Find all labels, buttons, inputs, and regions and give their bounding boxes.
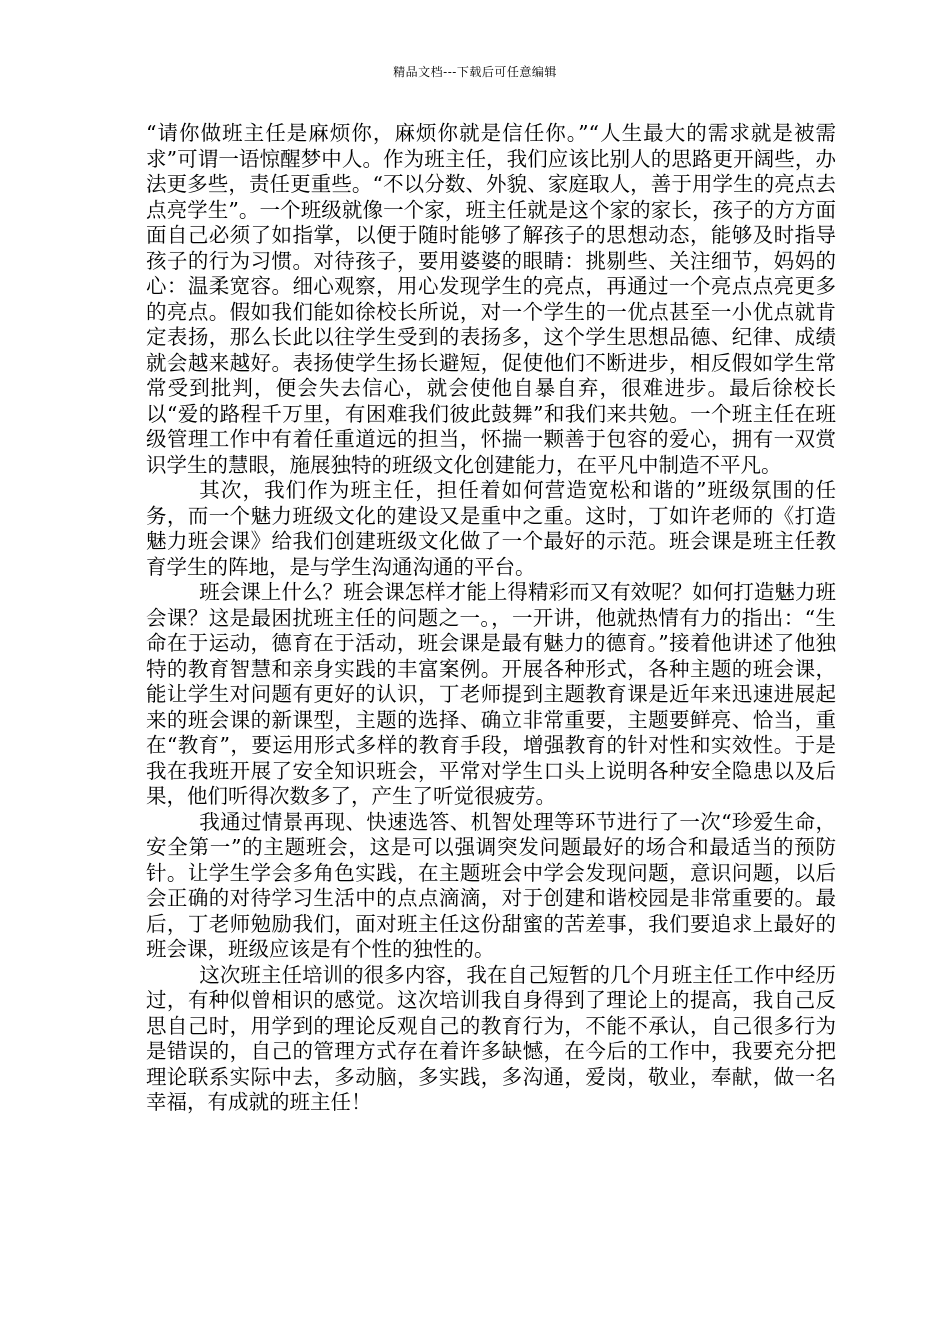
page-header: 精品文档---下载后可任意编辑 <box>393 65 557 79</box>
paragraph-3: 班会课上什么？班会课怎样才能上得精彩而又有效呢？如何打造魅力班会课？这是最困扰班主任的问题之一。，一开讲，他就热情有力的指出：“生命在于运动，德育在于活动，班会课是最有魅力的德育。”接着他讲述了他独特的教育智慧和亲身实践的丰富案例。开展各种形式，各种主题的班会课，能让学生对问题有更好的认识，丁老师提到主题教育课是近年来迅速进展起来的班会课的新课型，主题的选择、确立非常重要，主题要鲜亮、恰当，重在“教育”，要运用形式多样的教育手段，增强教育的针对性和实效性。于是我在我班开展了安全知识班会，平常对学生口头上说明各种安全隐患以及后果，他们听得次数多了，产生了听觉很疲劳。 <box>146 580 836 808</box>
paragraph-1: “请你做班主任是麻烦你，麻烦你就是信任你。”“人生最大的需求就是被需求”可谓一语惊醒梦中人。作为班主任，我们应该比别人的思路更开阔些，办法更多些，责任更重些。“不以分数、外貌、家庭取人，善于用学生的亮点去点亮学生”。一个班级就像一个家，班主任就是这个家的家长，孩子的方方面面自己必须了如指掌，以便于随时能够了解孩子的思想动态，能够及时指导孩子的行为习惯。对待孩子，要用婆婆的眼睛：挑剔些、关注细节，妈妈的心：温柔宽容。细心观察，用心发现学生的亮点，再通过一个亮点点亮更多的亮点。假如我们能如徐校长所说，对一个学生的一优点甚至一小优点就肯定表扬，那么长此以往学生受到的表扬多，这个学生思想品德、纪律、成绩就会越来越好。表扬使学生扬长避短，促使他们不断进步，相反假如学生常常受到批判，便会失去信心，就会使他自暴自弃，很难进步。最后徐校长以“爱的路程千万里，有困难我们彼此鼓舞”和我们来共勉。一个班主任在班级管理工作中有着任重道远的担当，怀揣一颗善于包容的爱心，拥有一双赏识学生的慧眼，施展独特的班级文化创建能力，在平凡中制造不平凡。 <box>146 121 836 477</box>
paragraph-2: 其次，我们作为班主任，担任着如何营造宽松和谐的”班级氛围的任务，而一个魅力班级文化的建设又是重中之重。这时，丁如许老师的《打造魅力班会课》给我们创建班级文化做了一个最好的示范。班会课是班主任教育学生的阵地，是与学生沟通沟通的平台。 <box>146 478 836 579</box>
document-body <box>146 121 836 1116</box>
paragraph-5: 这次班主任培训的很多内容，我在自己短暂的几个月班主任工作中经历过，有种似曾相识的感觉。这次培训我自身得到了理论上的提高，我自己反思自己时，用学到的理论反观自己的教育行为，不能不承认，自己很多行为是错误的，自己的管理方式存在着许多缺憾，在今后的工作中，我要充分把理论联系实际中去，多动脑，多实践，多沟通，爱岗，敬业，奉献，做一名幸福，有成就的班主任！ <box>146 962 836 1114</box>
paragraph-4: 我通过情景再现、快速选答、机智处理等环节进行了一次“珍爱生命，安全第一”的主题班会，这是可以强调突发问题最好的场合和最适当的预防针。让学生学会多角色实践，在主题班会中学会发现问题，意识问题，以后会正确的对待学习生活中的点点滴滴，对于创建和谐校园是非常重要的。最后，丁老师勉励我们，面对班主任这份甜蜜的苦差事，我们要追求上最好的班会课，班级应该是有个性的独性的。 <box>146 809 836 961</box>
